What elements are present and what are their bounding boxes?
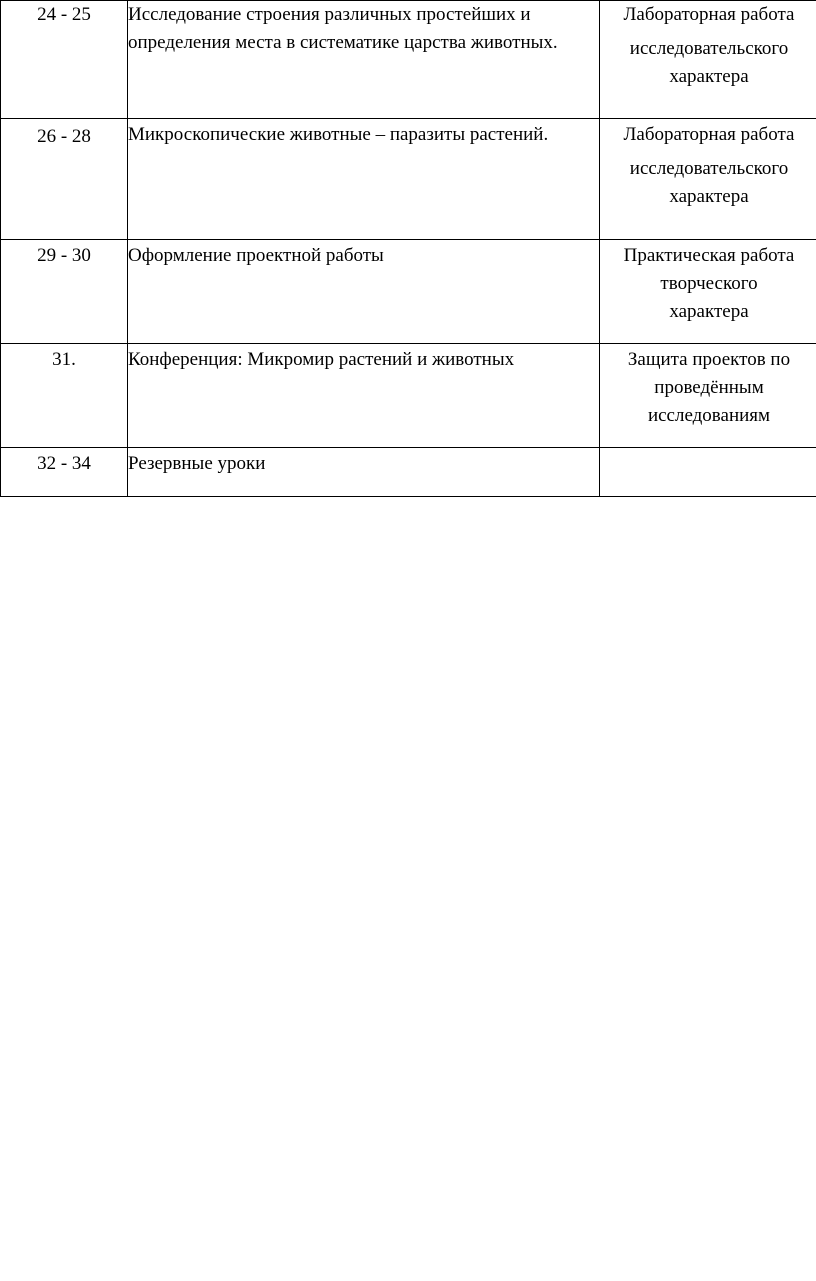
- form-line: творческого: [660, 273, 758, 294]
- lesson-number-cell: 24 - 25: [1, 1, 128, 119]
- form-line: Лабораторная работа: [623, 4, 795, 25]
- form-line: Защита проектов по: [627, 349, 791, 370]
- lesson-form-cell: [600, 1, 816, 119]
- lesson-topic-cell: Микроскопические животные – паразиты растений.: [128, 119, 600, 240]
- form-line: Практическая работа: [623, 245, 795, 266]
- form-line: исследованиям: [647, 405, 771, 426]
- lesson-plan-table: [0, 0, 816, 497]
- table-row: [1, 448, 816, 497]
- lesson-topic-cell: Оформление проектной работы: [128, 240, 600, 344]
- lesson-form-cell: [600, 240, 816, 344]
- form-line: исследовательского: [629, 158, 789, 179]
- lesson-form-cell: [600, 344, 816, 448]
- table-row: [1, 344, 816, 448]
- form-line: характера: [669, 301, 749, 322]
- lesson-number-cell: 26 - 28: [1, 119, 128, 240]
- lesson-form-cell: [600, 448, 816, 497]
- form-line: характера: [669, 186, 749, 207]
- form-line: характера: [669, 66, 749, 87]
- form-line: проведённым: [654, 377, 764, 398]
- table-row: [1, 119, 816, 240]
- lesson-topic-cell: Конференция: Микромир растений и животных: [128, 344, 600, 448]
- lesson-number-cell: 31.: [1, 344, 128, 448]
- table-row: [1, 240, 816, 344]
- form-line: исследовательского: [629, 38, 789, 59]
- lesson-number-cell: 29 - 30: [1, 240, 128, 344]
- table-row: [1, 1, 816, 119]
- lesson-form-cell: [600, 119, 816, 240]
- lesson-topic-cell: Резервные уроки: [128, 448, 600, 497]
- lesson-topic-cell: Исследование строения различных простейших и определения места в систематике царства животных.: [128, 1, 600, 119]
- lesson-number-cell: 32 - 34: [1, 448, 128, 497]
- form-line: Лабораторная работа: [623, 124, 795, 145]
